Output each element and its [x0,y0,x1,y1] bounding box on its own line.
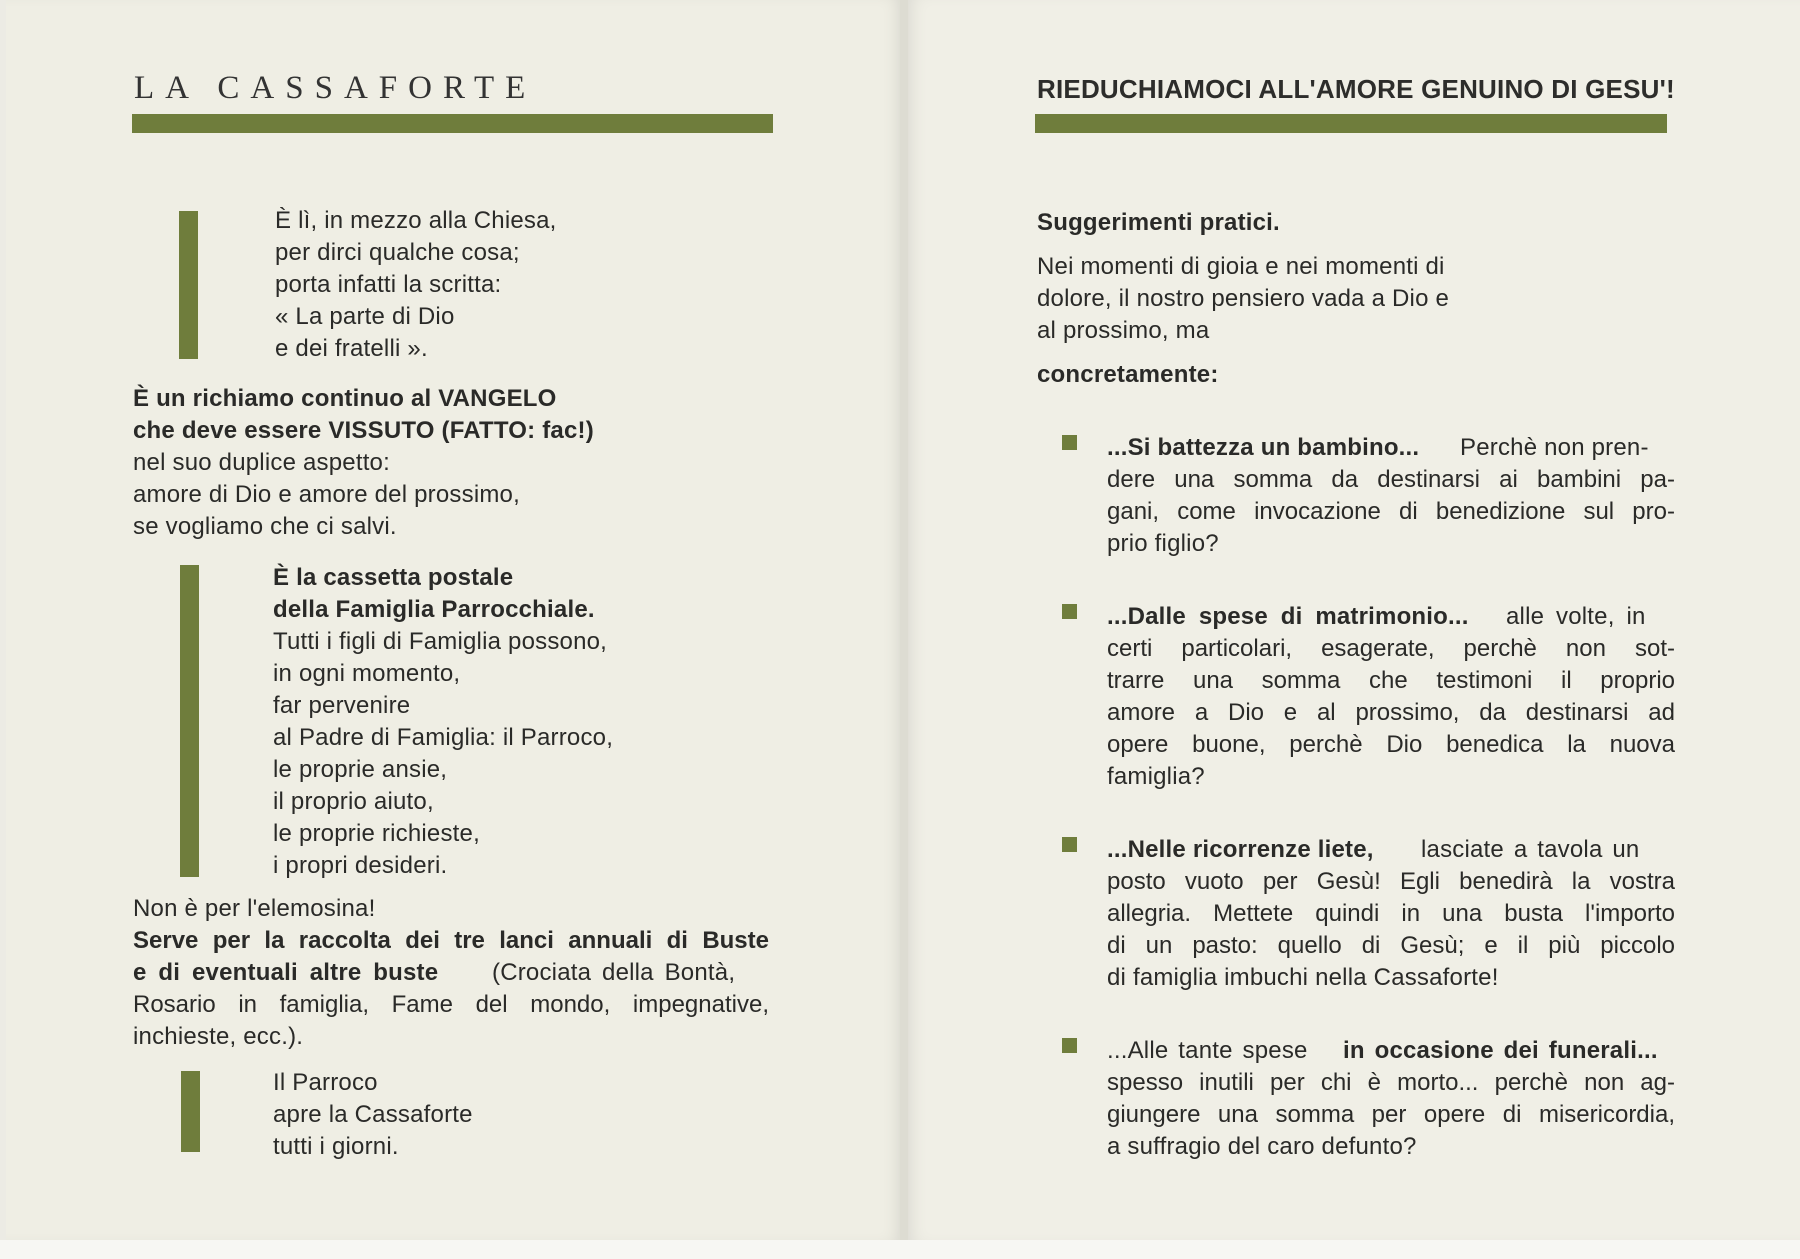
item-line: giungere una somma per opere di misericordia, [1107,1101,1675,1128]
intro-line: dolore, il nostro pensiero vada a Dio e [1037,285,1450,312]
item-line: certi particolari, esagerate, perchè non sot- [1107,635,1675,662]
intro-line: Nei momenti di gioia e nei momenti di [1037,253,1445,280]
item-line: dere una somma da destinarsi ai bambini pa- [1107,466,1675,493]
para2-line: (Crociata della Bontà, [492,959,736,986]
item-line: di un pasto: quello di Gesù; e il più piccolo [1107,932,1675,959]
left-page-title: LA CASSAFORTE [134,70,537,106]
block2-bar [180,565,199,877]
subhead: Suggerimenti pratici. [1037,209,1280,236]
page-gutter [900,0,908,1240]
bullet-square [1062,837,1077,852]
right-title-rule [1035,114,1667,133]
item-line: a suffragio del caro defunto? [1107,1133,1417,1160]
block2-line: le proprie ansie, [273,756,448,783]
item-lead: in occasione dei funerali... [1343,1037,1658,1064]
block3-line: tutti i giorni. [273,1133,399,1160]
para2-bold-start: e di eventuali altre buste [133,959,439,986]
item-lead: ...Nelle ricorrenze liete, [1107,836,1374,863]
item-line: famiglia? [1107,763,1205,790]
block1-line: « La parte di Dio [275,303,455,330]
item-line: di famiglia imbuchi nella Cassaforte! [1107,964,1499,991]
para2-bold-line: Serve per la raccolta dei tre lanci annuali di Buste [133,927,769,954]
block3-bar [181,1071,200,1152]
item-line: trarre una somma che testimoni il proprio [1107,667,1675,694]
block3-line: apre la Cassaforte [273,1101,473,1128]
intro-line: al prossimo, ma [1037,317,1210,344]
item-lead: ...Dalle spese di matrimonio... [1107,603,1469,630]
left-title-rule [132,114,773,133]
block2-line: al Padre di Famiglia: il Parroco, [273,724,614,751]
block2-line: far pervenire [273,692,411,719]
para1-bold-line: È un richiamo continuo al VANGELO [133,385,557,412]
bullet-square [1062,604,1077,619]
block3-line: Il Parroco [273,1069,378,1096]
item-line: posto vuoto per Gesù! Egli benedirà la vostra [1107,868,1675,895]
right-page-title: RIEDUCHIAMOCI ALL'AMORE GENUINO DI GESU'! [1037,74,1675,104]
item-lead-plain: ...Alle tante spese [1107,1037,1308,1064]
item-first-rest: lasciate a tavola un [1421,836,1640,863]
item-line: spesso inutili per chi è morto... perchè non ag- [1107,1069,1675,1096]
block1-line: per dirci qualche cosa; [275,239,520,266]
block1-bar [179,211,198,359]
block2-line: il proprio aiuto, [273,788,434,815]
block2-line: Tutti i figli di Famiglia possono, [273,628,608,655]
para2-line: Non è per l'elemosina! [133,895,376,922]
item-lead: ...Si battezza un bambino... [1107,434,1420,461]
item-line: gani, come invocazione di benedizione sul pro- [1107,498,1675,525]
concretely-label: concretamente: [1037,361,1219,388]
item-line: amore a Dio e al prossimo, da destinarsi ad [1107,699,1675,726]
para1-line: nel suo duplice aspetto: [133,449,390,476]
block1-line: porta infatti la scritta: [275,271,502,298]
block2-line: i propri desideri. [273,852,448,879]
para1-bold-line: che deve essere VISSUTO (FATTO: fac!) [133,417,594,444]
bullet-square [1062,1038,1077,1053]
block2-line: le proprie richieste, [273,820,480,847]
item-line: allegria. Mettete quindi in una busta l'importo [1107,900,1675,927]
block2-line: in ogni momento, [273,660,461,687]
para2-line: inchieste, ecc.). [133,1023,304,1050]
block1-line: e dei fratelli ». [275,335,428,362]
block2-bold-line: della Famiglia Parrocchiale. [273,596,595,623]
block2-bold-line: È la cassetta postale [273,564,514,591]
para2-line: Rosario in famiglia, Fame del mondo, impegnative, [133,991,769,1018]
scan-edge [0,1240,1800,1259]
item-first-rest: alle volte, in [1506,603,1646,630]
item-line: opere buone, perchè Dio benedica la nuova [1107,731,1675,758]
block1-line: È lì, in mezzo alla Chiesa, [275,207,557,234]
bullet-square [1062,435,1077,450]
para1-line: se vogliamo che ci salvi. [133,513,397,540]
para1-line: amore di Dio e amore del prossimo, [133,481,520,508]
item-line: prio figlio? [1107,530,1219,557]
item-first-rest: Perchè non pren- [1460,434,1649,461]
